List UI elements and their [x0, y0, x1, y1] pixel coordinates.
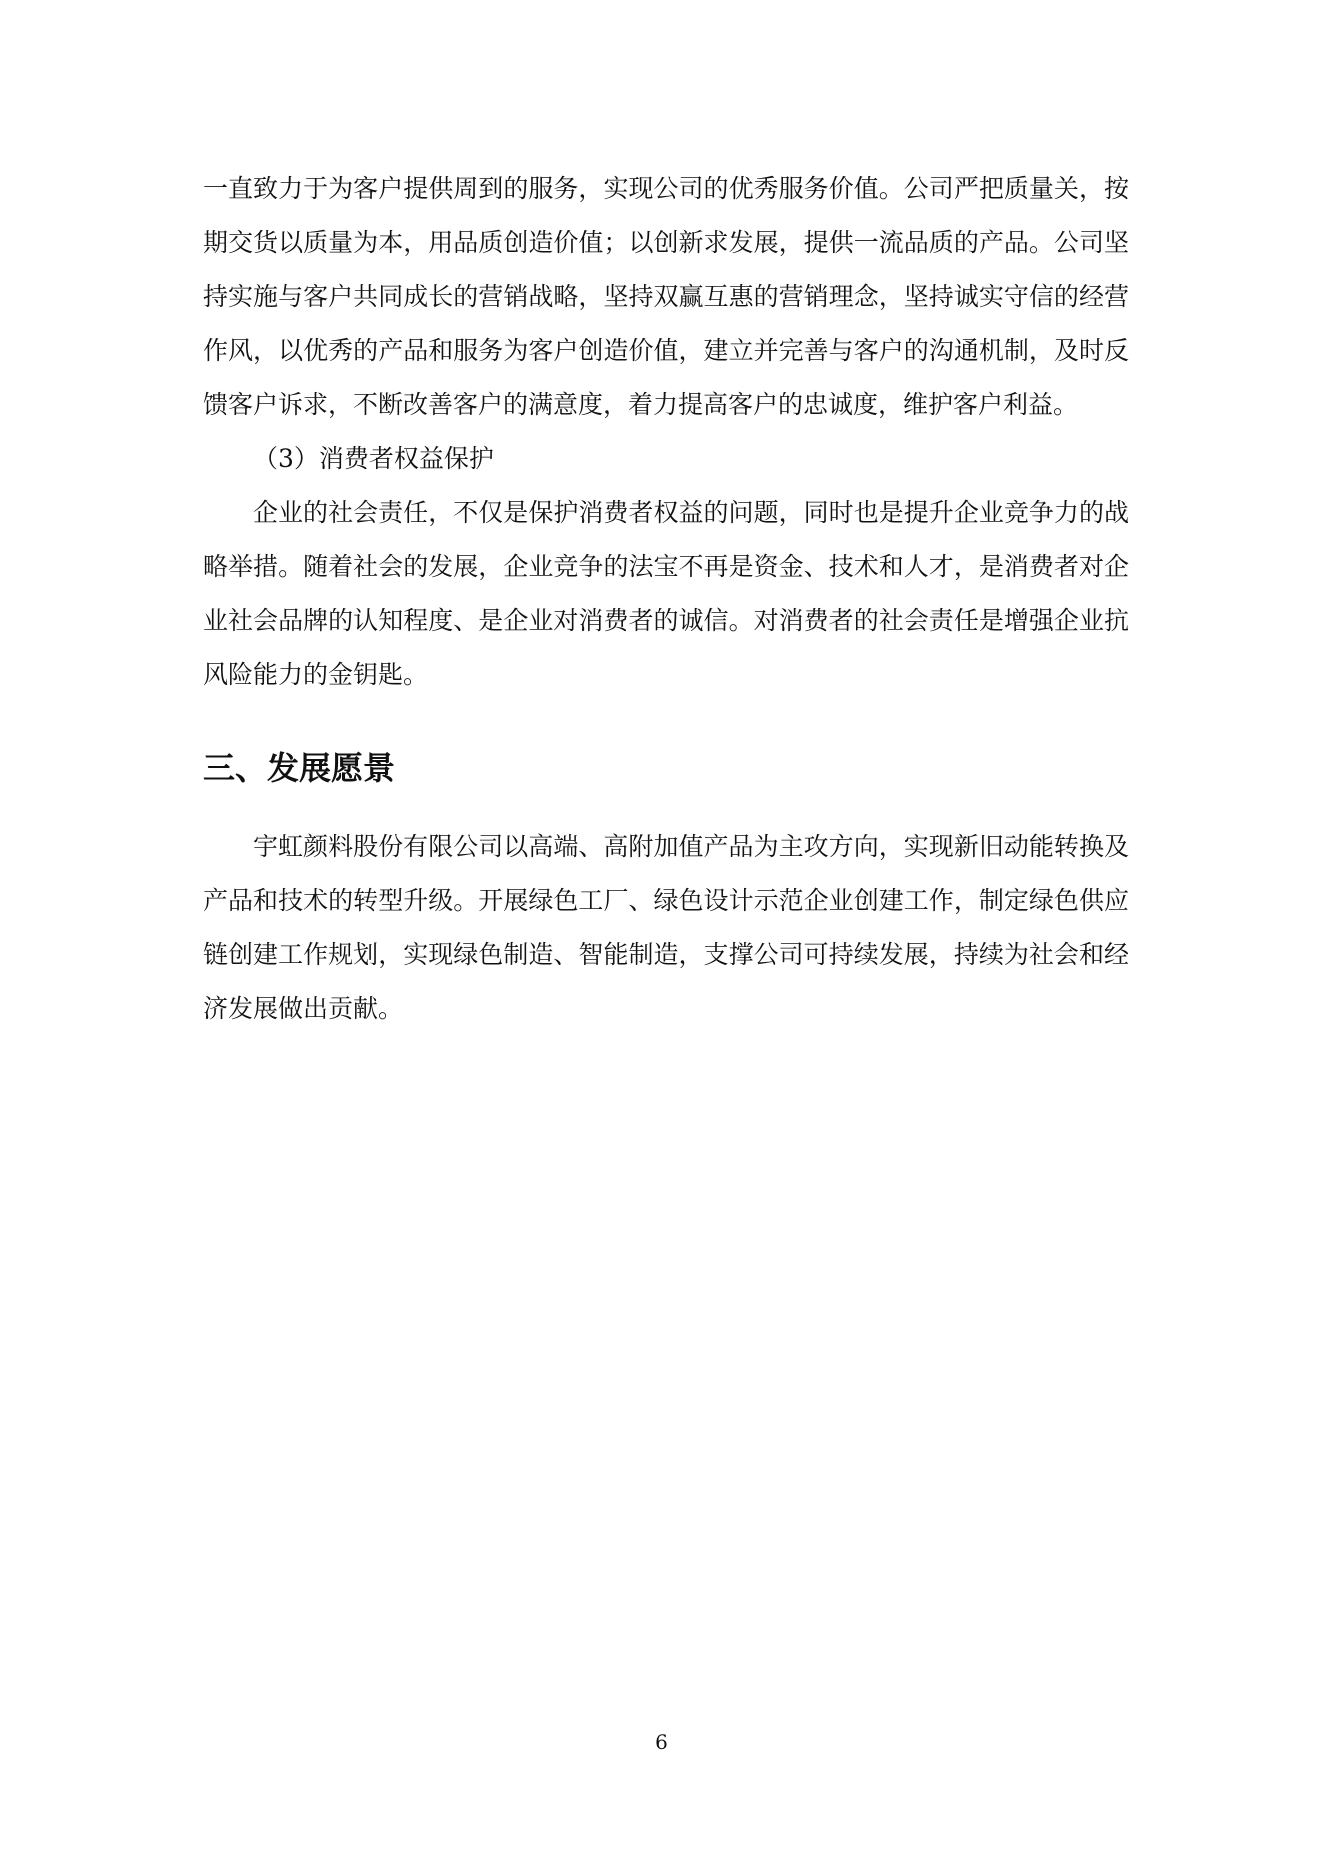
section-heading: 三、发展愿景 [203, 749, 396, 787]
body-paragraph-consumer-rights: 企业的社会责任，不仅是保护消费者权益的问题，同时也是提升企业竞争力的战略举措。随着社会的发展，企业竞争的法宝不再是资金、技术和人才，是消费者对企业社会品牌的认知程度、是企业对消费者的诚信。对消费者的社会责任是增强企业抗风险能力的金钥匙。 [203, 498, 1129, 689]
page-content [203, 162, 1129, 1036]
body-paragraph-vision: 宇虹颜料股份有限公司以高端、高附加值产品为主攻方向，实现新旧动能转换及产品和技术的转型升级。开展绿色工厂、绿色设计示范企业创建工作，制定绿色供应链创建工作规划，实现绿色制造、智能制造，支撑公司可持续发展，持续为社会和经济发展做出贡献。 [203, 832, 1129, 1023]
subsection-title: （3）消费者权益保护 [253, 444, 494, 473]
page-number: 6 [655, 1730, 668, 1754]
body-paragraph-continued: 一直致力于为客户提供周到的服务，实现公司的优秀服务价值。公司严把质量关，按期交货以质量为本，用品质创造价值；以创新求发展，提供一流品质的产品。公司坚持实施与客户共同成长的营销战略，坚持双赢互惠的营销理念，坚持诚实守信的经营作风，以优秀的产品和服务为客户创造价值，建立并完善与客户的沟通机制，及时反馈客户诉求，不断改善客户的满意度，着力提高客户的忠诚度，维护客户利益。 [203, 174, 1129, 419]
